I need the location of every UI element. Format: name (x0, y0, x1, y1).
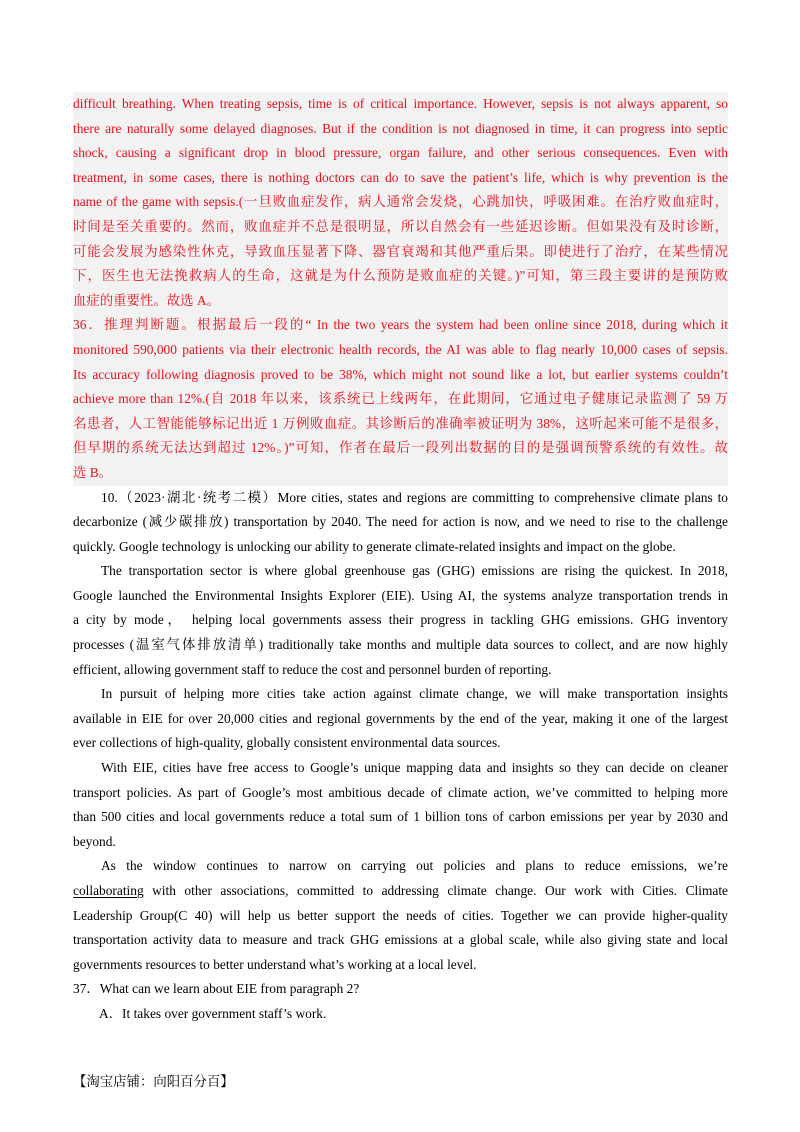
passage-paragraph-4 (73, 756, 728, 854)
answer-line: treatment, in some cases, there is nothing doctors can do to save the patient’s life, which is why prevention is the (73, 169, 728, 185)
answer-line: difficult breathing. When treating sepsis, time is of critical importance. However, sepsis is not always apparent, so (73, 96, 728, 111)
answer-36-line: 名患者，人工智能能够标记出近 1 万例败血症。其诊断后的准确率被证明为 38%，这听起来可能不是很多， (73, 415, 728, 431)
passage-paragraph-2 (73, 559, 728, 682)
underlined-word: collaborating (73, 883, 144, 898)
passage-line: decarbonize (减少碳排放) transportation by 2040. The need for action is now, and we need to rise to the challenge (73, 514, 728, 530)
answer-36-line: achieve more than 12%.(自 2018 年以来，该系统已上线两年，在此期间，它通过电子健康记录监测了 59 万 (73, 391, 728, 407)
passage-line: The transportation sector is where global greenhouse gas (GHG) emissions are rising the quickest. In 2018, (101, 563, 728, 579)
answer-line: 可能会发展为感染性休克，导致血压显著下降、器官衰竭和其他严重后果。即使进行了治疗，在某些情况 (73, 243, 728, 259)
passage-line: In pursuit of helping more cities take action against climate change, we will make transportation insights (101, 686, 728, 702)
question-37-stem: 37．What can we learn about EIE from paragraph 2? (73, 981, 360, 997)
passage-line: a city by mode， helping local governments assess their progress in tackling GHG emissions. GHG inventory (73, 612, 728, 628)
passage-line: transportation activity data to measure and track GHG emissions at a global scale, while also giving state and local (73, 932, 728, 948)
answer-line: shock, causing a significant drop in blood pressure, organ failure, and other serious consequences. Even with (73, 145, 728, 161)
passage-line: governments resources to better understand what’s working at a local level. (73, 956, 477, 972)
passage-paragraph-3 (73, 682, 728, 756)
passage-line: available in EIE for over 20,000 cities and regional governments by the end of the year, making it one of the largest (73, 710, 728, 726)
answer-line: 下，医生也无法挽救病人的生命，这就是为什么预防是败血症的关键。)”可知，第三段主要讲的是预防败 (73, 268, 728, 284)
passage-line: quickly. Google technology is unlocking our ability to generate climate-related insights and impact on the globe. (73, 538, 676, 554)
passage-line-rest: with other associations, committed to addressing climate change. Our work with Cities. Climate (143, 883, 728, 898)
passage-paragraph-1 (73, 486, 728, 560)
passage-line: Leadership Group(C 40) will help us better support the needs of cities. Together we can provide higher-quality (73, 907, 728, 923)
answer-36-line: 36．推理判断题。根据最后一段的“ In the two years the system had been online since 2018, during which it (73, 317, 728, 333)
passage-line: As the window continues to narrow on carrying out policies and plans to reduce emissions, we’re (101, 858, 728, 874)
answer-explanation-block (73, 92, 728, 486)
passage-line: 10.（2023·湖北·统考二模）More cities, states and regions are committing to comprehensive climate plans to (101, 489, 728, 505)
passage-line: With EIE, cities have free access to Google’s unique mapping data and insights so they can decide on cleaner (101, 760, 728, 776)
passage-line: efficient, allowing government staff to reduce the cost and personnel burden of reporting. (73, 661, 552, 677)
passage-line: processes (温室气体排放清单) traditionally take months and multiple data sources to collect, and are now highly (73, 637, 728, 653)
page-content (73, 92, 728, 1027)
answer-line: 时间是至关重要的。然而，败血症并不总是很明显，所以自然会有一些延迟诊断。但如果没有及时诊断， (73, 218, 728, 234)
answer-36-line: monitored 590,000 patients via their electronic health records, the AI was able to flag nearly 10,000 cases of sepsis. (73, 341, 728, 357)
answer-36-line: 但早期的系统无法达到超过 12%。)”可知，作者在最后一段列出数据的目的是强调预警系统的有效性。故 (73, 440, 728, 456)
passage-line: Google launched the Environmental Insights Explorer (EIE). Using AI, the systems analyze transportation trends in (73, 587, 728, 603)
passage-line (73, 879, 728, 904)
passage-line: beyond. (73, 833, 116, 849)
passage-line: than 500 cities and local governments reduce a total sum of 1 billion tons of carbon emissions per year by 2030 and (73, 809, 728, 825)
passage-line: ever collections of high-quality, globally consistent environmental data sources. (73, 735, 501, 751)
answer-36-line: 选 B。 (73, 464, 113, 480)
question-37-option-a: A．It takes over government staff’s work. (99, 1005, 327, 1021)
footer-shop-label: 【淘宝店铺：向阳百分百】 (73, 1075, 234, 1090)
answer-line: 血症的重要性。故选 A。 (73, 292, 220, 308)
answer-line: there are naturally some delayed diagnoses. But if the condition is not diagnosed in time, it can progress into septic (73, 120, 728, 136)
passage-line: transport policies. As part of Google’s most ambitious decade of climate action, we’ve committed to helping more (73, 784, 728, 800)
answer-36-line: Its accuracy following diagnosis proved to be 38%, which might not sound like a lot, but earlier systems couldn’t (73, 366, 728, 382)
passage-paragraph-5 (73, 854, 728, 977)
answer-line: name of the game with sepsis.(一旦败血症发作，病人通常会发烧，心跳加快，呼吸困难。在治疗败血症时， (73, 194, 728, 210)
